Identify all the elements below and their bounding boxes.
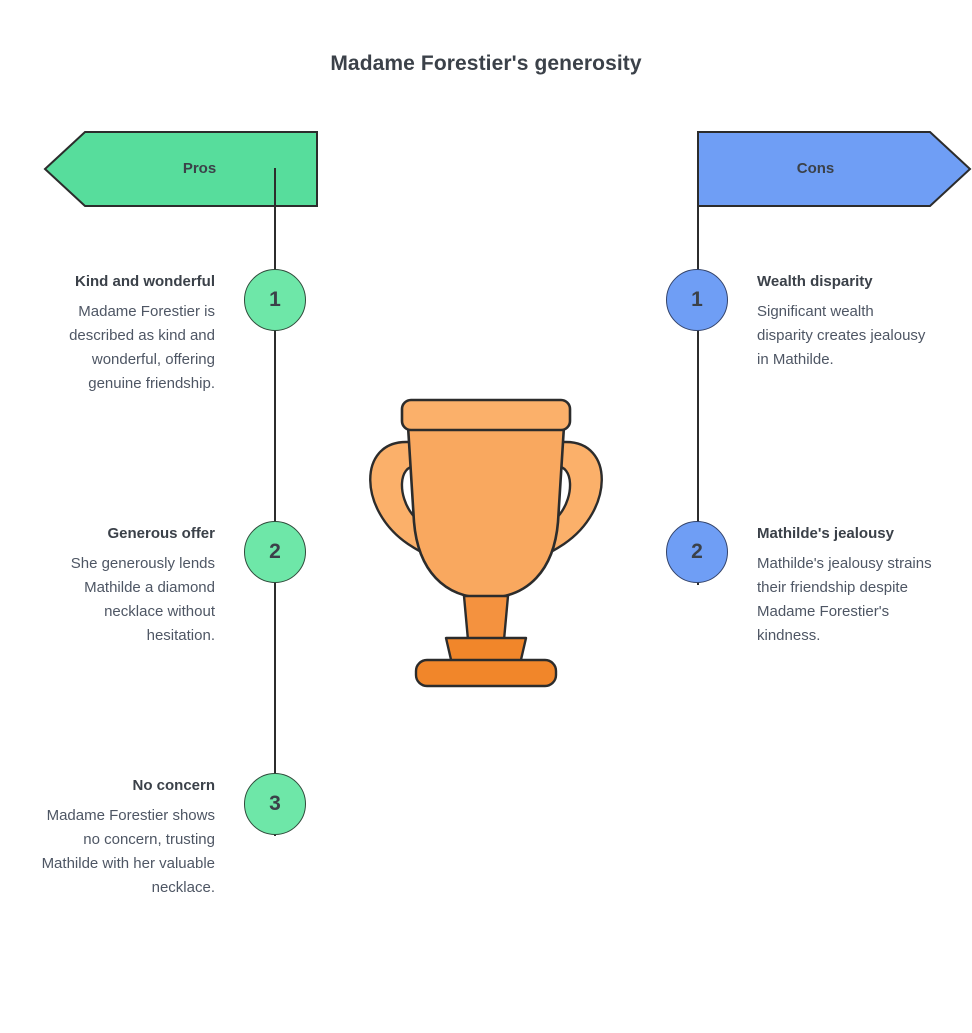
pros-node-3-number: 3 — [269, 792, 281, 815]
pros-node-3[interactable] — [244, 773, 306, 835]
trophy-icon — [346, 392, 626, 694]
cons-node-1[interactable] — [666, 269, 728, 331]
cons-item-2-body: Mathilde's jealousy strains their friendship despite Madame Forestier's kindness. — [757, 555, 932, 645]
pros-node-1[interactable] — [244, 269, 306, 331]
pros-arrow — [43, 130, 318, 208]
pros-item-1-heading: Kind and wonderful — [75, 273, 215, 290]
cons-item-1 — [757, 270, 933, 372]
cons-node-1-number: 1 — [691, 288, 703, 311]
pros-node-2-number: 2 — [269, 540, 281, 563]
cons-item-1-heading: Wealth disparity — [757, 273, 873, 290]
cons-item-1-body: Significant wealth disparity creates jealousy in Mathilde. — [757, 303, 926, 369]
pros-item-1 — [39, 270, 215, 396]
page-title: Madame Forestier's generosity — [330, 52, 642, 75]
pros-arrow-label: Pros — [182, 160, 217, 177]
pros-item-3-heading: No concern — [132, 777, 215, 794]
pros-node-1-number: 1 — [269, 288, 281, 311]
cons-item-2-heading: Mathilde's jealousy — [757, 525, 894, 542]
pros-item-3-body: Madame Forestier shows no concern, trusting Mathilde with her valuable necklace. — [41, 807, 215, 897]
cons-arrow-label: Cons — [796, 160, 835, 177]
pros-item-2-body: She generously lends Mathilde a diamond necklace without hesitation. — [70, 555, 215, 645]
pros-item-3 — [39, 774, 215, 900]
cons-arrow — [697, 130, 972, 208]
pros-node-2[interactable] — [244, 521, 306, 583]
cons-node-2-number: 2 — [691, 540, 703, 563]
cons-item-2 — [757, 522, 933, 648]
pros-item-2 — [39, 522, 215, 648]
cons-node-2[interactable] — [666, 521, 728, 583]
pros-item-2-heading: Generous offer — [107, 525, 215, 542]
pros-item-1-body: Madame Forestier is described as kind and wonderful, offering genuine friendship. — [69, 303, 215, 393]
